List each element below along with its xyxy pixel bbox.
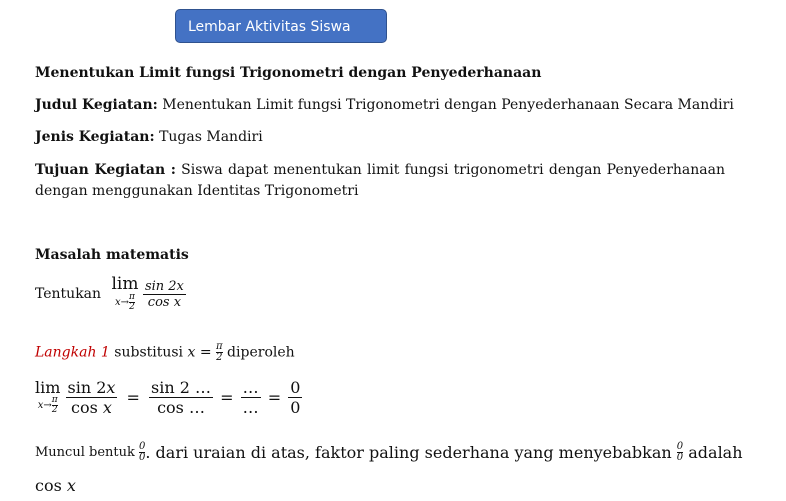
eq-fraction-1 [66,378,118,417]
pi-num: π [129,292,135,302]
langkah-pi-over-2 [216,342,223,363]
judul-kegiatan [35,97,734,113]
conclusion-text-1: Muncul bentuk [35,445,139,460]
eq-fraction-2 [149,378,213,417]
problem-denominator: cos x [143,294,186,310]
eq-limit-operator [35,380,60,415]
zero-den-1: 0 [139,452,146,463]
lim-var: x→ [115,297,130,308]
langkah-pi: π [216,341,223,352]
problem-fraction [143,279,186,310]
conclusion-text-3: adalah [683,443,743,462]
langkah-text: substitusi [109,344,188,361]
heading-text: Menentukan Limit fungsi Trigonometri dengan Penyederhanaan [35,65,542,81]
conclusion-line [35,442,743,463]
judul-value: Menentukan Limit fungsi Trigonometri dengan Penyederhanaan Secara Mandiri [157,97,734,113]
zero-num-1: 0 [139,441,146,452]
zero-num-2: 0 [676,441,684,452]
eq-lim-subscript [35,396,60,415]
eq-lim-var: x→ [37,400,52,411]
tujuan-value: Siswa dapat menentukan limit fungsi trigonometri dengan Penyederhanaan dengan menggunakan Identitas Trigonometri [35,162,725,199]
langkah-two: 2 [216,352,223,363]
substitution-equation [35,378,302,417]
jenis-value: Tugas Mandiri [154,129,263,145]
masalah-heading [35,247,189,263]
problem-numerator: sin 2x [144,278,184,294]
lim-word: lim [111,274,139,294]
eq-den-3: … [242,398,259,417]
jenis-label: Jenis Kegiatan: [35,129,155,145]
lim-pi-over-2 [129,293,135,312]
eq-lim-word: lim [35,378,61,397]
jenis-kegiatan [35,129,263,145]
eq-den-1: cos 𝑥 [66,397,118,417]
eq-num-1: sin 2𝑥 [67,378,116,397]
two-den: 2 [129,302,135,312]
langkah-label: Langkah 1 [35,344,110,361]
header-title: Lembar Aktivitas Siswa [188,19,351,35]
langkah-after: diperoleh [222,344,295,361]
limit-operator [112,276,139,312]
eq-pi: π [51,395,58,405]
eq-den-2: cos … [149,397,213,417]
tujuan-label: Tujuan Kegiatan : [35,162,176,178]
problem-statement [35,276,186,312]
eq-two: 2 [51,405,58,415]
header-title-box [175,9,387,43]
problem-prompt: Tentukan [35,286,102,302]
langkah-eq: = [195,344,217,361]
eq-fraction-3 [241,378,261,417]
langkah-1 [35,342,295,363]
eq-num-3: … [242,378,259,397]
eq-lim-pi-over-2 [52,396,58,415]
eq-num-4: 0 [290,378,301,397]
conclusion-last: cos 𝑥 [35,476,76,495]
eq-sign-3: = [267,388,282,407]
eq-sign-1: = [126,388,140,407]
masalah-heading-text: Masalah matematis [35,247,189,263]
zero-den-2: 0 [676,452,684,463]
langkah-var: x [187,344,196,361]
document-heading [35,65,541,81]
eq-fraction-4 [288,378,302,417]
eq-num-2: sin 2 … [151,378,211,397]
conclusion-answer [35,476,76,495]
eq-sign-2: = [220,388,234,407]
judul-label: Judul Kegiatan: [35,97,158,113]
tujuan-kegiatan [35,160,725,202]
lim-subscript [112,293,139,312]
eq-den-4: 0 [290,398,301,417]
conclusion-text-2: . dari uraian di atas, faktor paling sederhana yang menyebabkan [145,443,677,462]
